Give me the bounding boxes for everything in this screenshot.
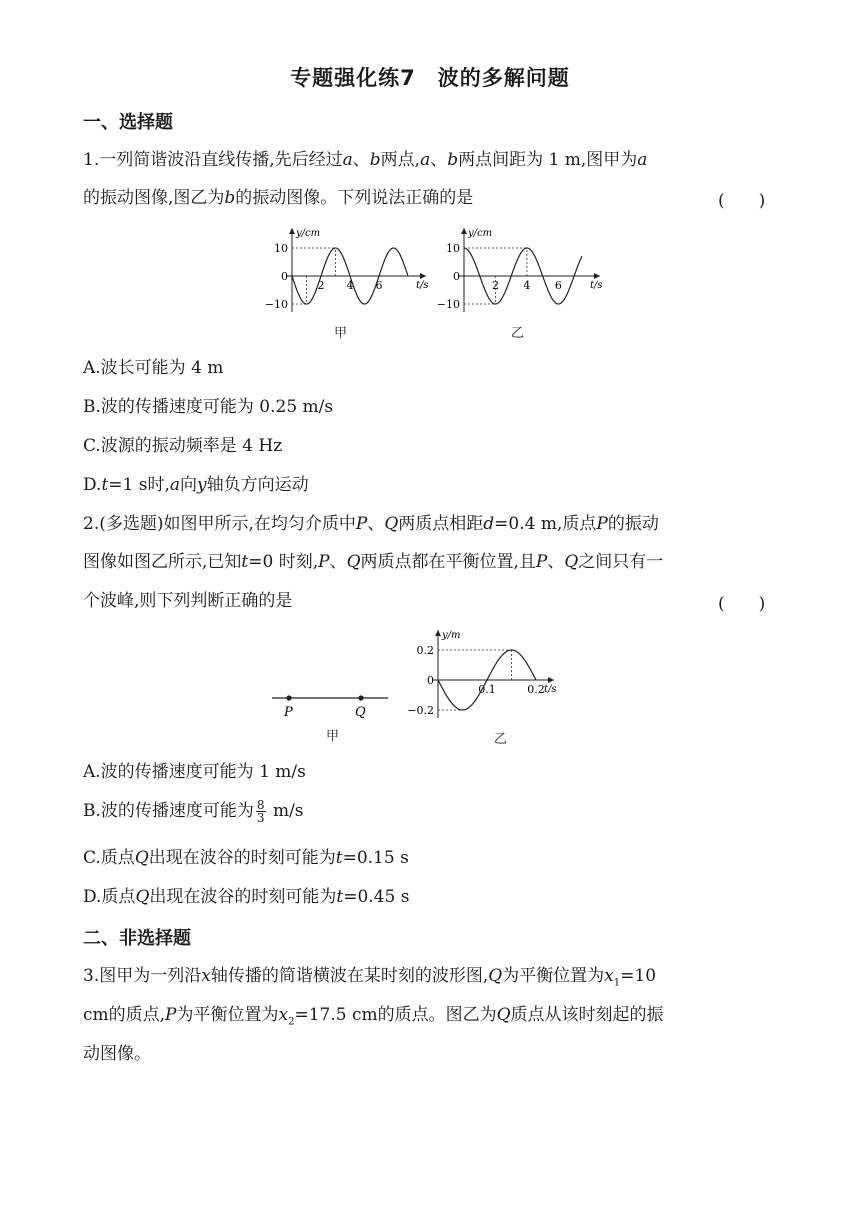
q1-figure-a-label: 甲 (334, 326, 348, 341)
q1-chart-a (256, 222, 429, 326)
y-tick-label: 10 (274, 242, 288, 255)
q1-figure-b-label: 乙 (511, 326, 525, 341)
point-p-dot (286, 695, 291, 700)
x-axis-arrow (548, 677, 554, 683)
q3-line-1: 3.图甲为一列沿x轴传播的简谐横波在某时刻的波形图,Q为平衡位置为$x_1=10$ (83, 966, 657, 989)
q1-option-d: D.t=1 s时,a向y轴负方向运动 (83, 475, 309, 495)
x-tick-label: 0.1 (478, 683, 496, 696)
q2-figure-a-label: 甲 (326, 729, 340, 744)
y-tick-label: 0 (453, 270, 460, 283)
y-tick-label: 0.2 (416, 644, 434, 657)
x-axis-label: t/s (544, 684, 557, 695)
y-axis-label: y/cm (296, 228, 321, 239)
q1-option-b: B.波的传播速度可能为 0.25 m/s (83, 397, 334, 417)
q1-chart-b (432, 222, 602, 326)
x-axis-arrow (420, 273, 426, 279)
x-tick-label: 0.2 (527, 683, 545, 696)
x-axis-label: t/s (590, 280, 603, 291)
q1-option-a: A.波长可能为 4 m (83, 358, 224, 378)
y-tick-label: 0 (427, 674, 434, 687)
y-tick-label: 10 (446, 242, 460, 255)
x-tick-label: 2 (317, 279, 325, 292)
q1-line-2: 的振动图像,图乙为b的振动图像。下列说法正确的是 (83, 188, 474, 208)
q2-answer-bracket: ( ) (718, 594, 766, 614)
x-tick-label: 4 (523, 279, 531, 292)
q3-line-2: cm的质点,P为平衡位置为$x_2=17.5$ cm的质点。图乙为Q质点从该时刻起的振 (83, 1005, 664, 1028)
y-axis-arrow (461, 228, 467, 234)
q2-option-b: B.波的传播速度可能为 $\frac{8}{3}$ m/s (83, 798, 304, 825)
x-axis-arrow (594, 273, 600, 279)
y-axis-label: y/m (442, 630, 461, 641)
q2-option-c: C.质点Q出现在波谷的时刻可能为t=0.15 s (83, 848, 409, 868)
q2-line-2: 图像如图乙所示,已知t=0 时刻,P、Q两质点都在平衡位置,且P、Q之间只有一 (83, 552, 664, 572)
y-axis-arrow (435, 630, 441, 636)
x-tick-label: 2 (491, 279, 499, 292)
q2-figure-b-label: 乙 (494, 732, 508, 747)
y-tick-label: −0.2 (407, 704, 434, 717)
x-axis-label: t/s (416, 280, 429, 291)
section-heading-nonchoice: 二、非选择题 (83, 928, 191, 949)
point-q-dot (358, 695, 363, 700)
q1-answer-bracket: ( ) (718, 191, 766, 211)
q2-figure-a (268, 686, 392, 720)
x-tick-label: 6 (554, 279, 562, 292)
page-title: 专题强化练7 波的多解问题 (290, 66, 570, 90)
x-tick-label: 6 (375, 279, 383, 292)
x-tick-label: 4 (346, 279, 354, 292)
point-p-label: P (284, 705, 293, 720)
y-tick-label: −10 (264, 298, 288, 311)
y-axis-label: y/cm (468, 228, 493, 239)
q2-chart (402, 624, 598, 724)
y-tick-label: −10 (436, 298, 460, 311)
q2-option-d: D.质点Q出现在波谷的时刻可能为t=0.45 s (83, 887, 410, 907)
q2-option-a: A.波的传播速度可能为 1 m/s (83, 762, 306, 782)
q2-line-3: 个波峰,则下列判断正确的是 (83, 591, 293, 611)
q2-line-1: 2.(多选题)如图甲所示,在均匀介质中P、Q两质点相距d=0.4 m,质点P的振动 (83, 514, 659, 534)
y-axis-arrow (289, 228, 295, 234)
q3-line-3: 动图像。 (83, 1044, 151, 1064)
y-tick-label: 0 (281, 270, 288, 283)
fraction-8-3: $\frac{8}{3}$ (256, 798, 265, 825)
q1-option-c: C.波源的振动频率是 4 Hz (83, 436, 283, 456)
point-q-label: Q (355, 705, 366, 720)
section-heading-choice: 一、选择题 (83, 112, 173, 133)
q1-line-1: 1.一列简谐波沿直线传播,先后经过a、b两点,a、b两点间距为 1 m,图甲为a (83, 150, 648, 170)
